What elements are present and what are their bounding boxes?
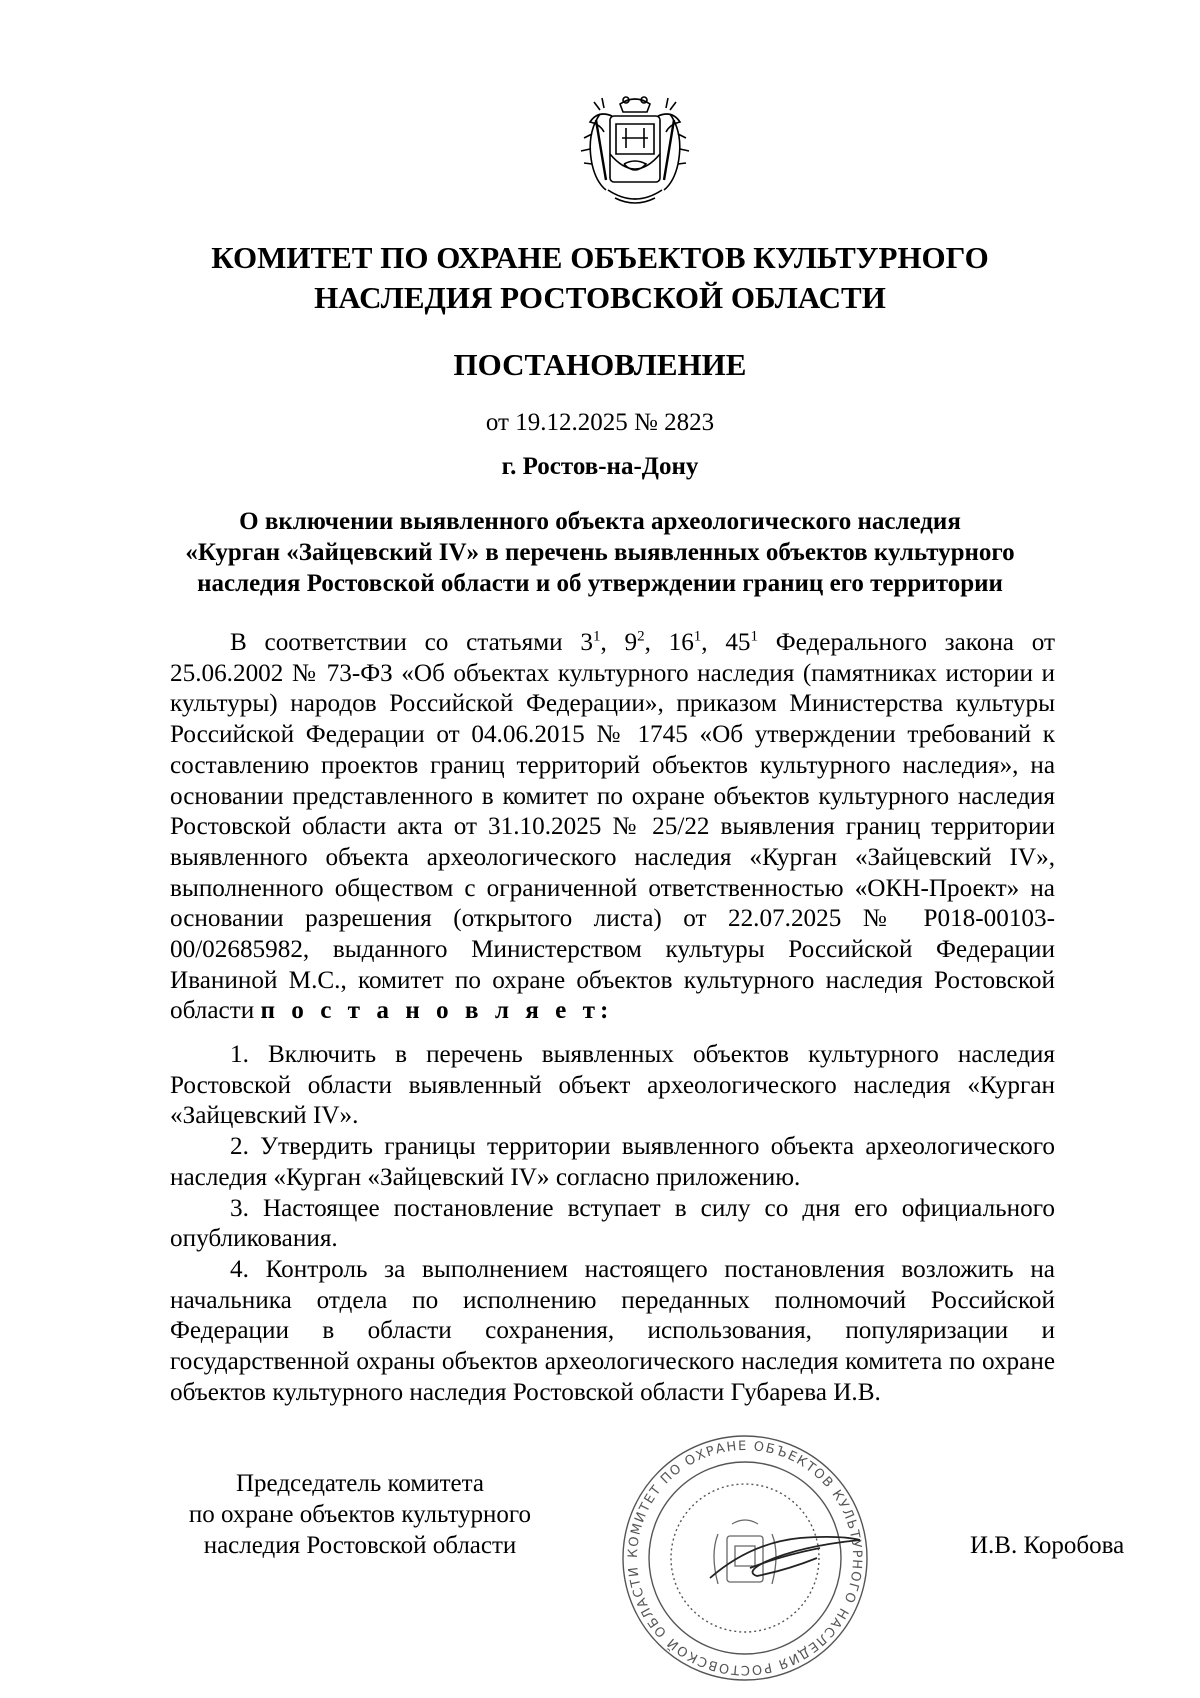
signer-name: И.В. Коробова bbox=[970, 1532, 1125, 1559]
decree-item: 3. Настоящее постановление вступает в силу со дня его официального опубликования. bbox=[170, 1194, 1055, 1253]
document-type: ПОСТАНОВЛЕНИЕ bbox=[453, 347, 747, 382]
handwritten-signature bbox=[710, 1537, 860, 1578]
position-line-3: наследия Ростовской области bbox=[203, 1532, 517, 1559]
position-line-2: по охране объектов культурного bbox=[188, 1501, 532, 1528]
document-city: г. Ростов-на-Дону bbox=[501, 453, 699, 480]
decree-word: п о с т а н о в л я е т: bbox=[260, 997, 614, 1025]
org-line-1: КОМИТЕТ ПО ОХРАНЕ ОБЪЕКТОВ КУЛЬТУРНОГО bbox=[211, 240, 989, 275]
decree-item: 1. Включить в перечень выявленных объектов культурного наследия Ростовской области выявленный объект археологического наследия «Курган «Зайцевский IV». bbox=[170, 1041, 1055, 1130]
subject-line-3: наследия Ростовской области и об утверждении границ его территории bbox=[197, 570, 1003, 597]
subject-line-1: О включении выявленного объекта археологического наследия bbox=[239, 508, 961, 535]
subject-line-2: «Курган «Зайцевский IV» в перечень выявленных объектов культурного bbox=[185, 539, 1015, 566]
document-subject bbox=[150, 506, 1050, 599]
preamble-fragment: В соответствии со статьями 3 bbox=[230, 629, 593, 656]
coat-of-arms-emblem bbox=[560, 94, 710, 212]
preamble-text bbox=[170, 628, 1055, 1027]
signatory-position bbox=[160, 1468, 560, 1561]
preamble-fragment: , 16 bbox=[644, 629, 694, 656]
decree-items bbox=[170, 1040, 1055, 1408]
org-line-2: НАСЛЕДИЯ РОСТОВСКОЙ ОБЛАСТИ bbox=[314, 280, 886, 315]
decree-item: 2. Утвердить границы территории выявленного объекта археологического наследия «Курган «Зайцевский IV» согласно приложению. bbox=[170, 1133, 1055, 1191]
position-line-1: Председатель комитета bbox=[236, 1470, 484, 1497]
document-date-number: от 19.12.2025 № 2823 bbox=[485, 409, 715, 436]
article-superscript: 1 bbox=[750, 628, 759, 645]
seal-ring-text: КОМИТЕТ ПО ОХРАНЕ ОБЪЕКТОВ КУЛЬТУРНОГО НАСЛЕДИЯ РОСТОВСКОЙ ОБЛАСТИ bbox=[625, 1438, 865, 1678]
preamble-fragment: , 45 bbox=[701, 629, 751, 656]
preamble-paragraph bbox=[170, 628, 1055, 1027]
decree-item: 4. Контроль за выполнением настоящего постановления возложить на начальника отдела по исполнению переданных полномочий Российской Федерации в области сохранения, использования, популяризации и государственной охраны объектов археологического наследия комитета по охране объектов культурного наследия Ростовской области Губарева И.В. bbox=[170, 1255, 1055, 1406]
official-seal-stamp bbox=[600, 1428, 890, 1688]
preamble-fragment: , 9 bbox=[600, 629, 638, 656]
preamble-fragment: Федерального закона от 25.06.2002 № 73-ФЗ «Об объектах культурного наследия (памятниках истории и культуры) народов Российской Федерации», приказом Министерства культуры Российской Федерации от 04.06.2015 № 1745 «Об утверждении требований к составлению проектов границ территорий объектов культурного наследия», на основании представленного в комитет по охране объектов культурного наследия Ростовской области акта от 31.10.2025 № 25/22 выявления границ территории выявленного объекта археологического наследия «Курган «Зайцевский IV», выполненного обществом с ограниченной ответственностью «ОКН-Проект» на основании разрешения (открытого листа) от 22.07.2025 № Р018-00103-00/02685982, выданного Министерством культуры Российской Федерации Иваниной М.С., комитет по охране объектов культурного наследия Ростовской области bbox=[170, 629, 1055, 1025]
article-superscript: 2 bbox=[637, 628, 645, 645]
article-superscript: 1 bbox=[592, 628, 601, 645]
article-superscript: 1 bbox=[693, 628, 702, 645]
organization-name bbox=[150, 238, 1050, 318]
